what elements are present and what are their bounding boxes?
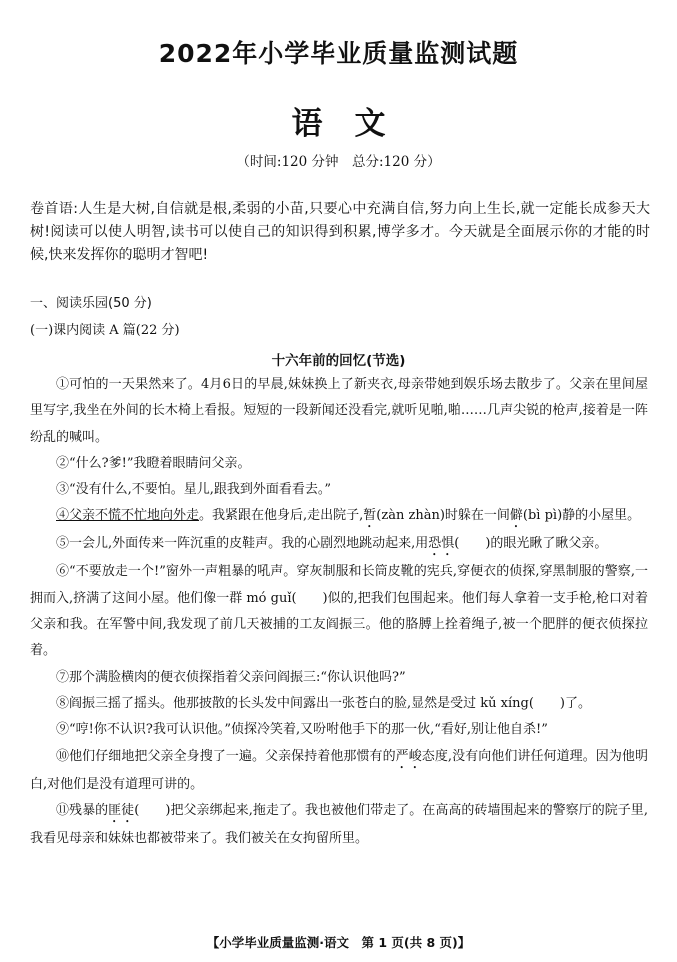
paragraph-8: ⑧阎振三摇了摇头。他那披散的长头发中间露出一张苍白的脸,显然是受过 kǔ xíng( )了。 xyxy=(56,695,591,711)
paragraph-11-text-c: ( )把父亲绑起来,拖走了。我也被他们带走了。在高高的砖墙围起来的警察厅的院子里,我看见母亲和妹妹也都被带来了。我们被关在女拘留所里。 xyxy=(30,802,648,846)
pinyin-choice-zan: (zàn zhàn)时躲在一间 xyxy=(376,508,510,524)
dotted-word-yanjun: 严峻 xyxy=(395,748,422,764)
dotted-word-feitu: 匪徒 xyxy=(108,802,135,818)
underlined-sentence: ④父亲不慌不忙地向外走 xyxy=(56,508,200,524)
paragraph-2: ②“什么?爹!”我瞪着眼睛问父亲。 xyxy=(56,455,251,471)
pinyin-choice-pi: (bì pì)静的小屋里。 xyxy=(522,508,641,524)
paragraph-1: ①可怕的一天果然来了。4月6日的早晨,妹妹换上了新夹衣,母亲带她到娱乐场去散步了。父亲在里间屋里写字,我坐在外间的长木椅上看报。短短的一段新闻还没看完,就听见啪,啪……几声尖锐的枪声,接着是一阵纷乱的喊叫。 xyxy=(30,377,648,445)
paragraph-4-text-a: 。我紧跟在他身后,走出院子, xyxy=(199,508,364,524)
paragraph-4 xyxy=(30,503,648,531)
paragraph-5 xyxy=(30,531,648,559)
paragraph-10 xyxy=(30,744,648,798)
paragraph-10-text-c: 态度,没有向他们讲任何道理。因为他明白,对他们是没有道理可讲的。 xyxy=(30,748,648,792)
paragraph-11-text-a: ⑪残暴的 xyxy=(56,802,109,818)
paragraph-7: ⑦那个满脸横肉的便衣侦探指着父亲问阎振三:“你认识他吗?” xyxy=(56,669,406,685)
page-footer: 【小学毕业质量监测·语文 第 1 页(共 8 页)】 xyxy=(206,935,471,950)
time-score-info: （时间:120 分钟 总分:120 分） xyxy=(236,154,441,170)
paragraph-5-text-c: ( )的眼光瞅了瞅父亲。 xyxy=(454,536,608,552)
article-body xyxy=(30,372,648,852)
paragraph-10-text-a: ⑩他们仔细地把父亲全身搜了一遍。父亲保持着他那惯有的 xyxy=(56,748,396,764)
dotted-char-pi: 僻 xyxy=(509,508,523,524)
subject-heading: 语文 xyxy=(291,106,418,142)
dotted-char-zan: 暂 xyxy=(363,508,377,524)
section-subheading: (一)课内阅读 A 篇(22 分) xyxy=(30,323,180,338)
article-title: 十六年前的回忆(节选) xyxy=(271,353,406,369)
dotted-word-kongju: 恐惧 xyxy=(428,536,455,552)
paragraph-5-text-a: ⑤一会儿,外面传来一阵沉重的皮鞋声。我的心剧烈地跳动起来,用 xyxy=(56,536,429,552)
paragraph-6: ⑥“不要放走一个!”窗外一声粗暴的吼声。穿灰制服和长筒皮靴的宪兵,穿便衣的侦探,穿黑制服的警察,一拥而入,挤满了这间小屋。他们像一群 mó guǐ( )似的,把我们包围起来。他们每人拿着一支手枪,枪口对着父亲和我。在军警中间,我发现了前几天被捕的工友阎振三。他的胳膊上拴着绳子,被一个肥胖的便衣侦探拉着。 xyxy=(30,564,648,659)
paragraph-3: ③“没有什么,不要怕。星儿,跟我到外面看看去。” xyxy=(56,482,332,498)
section-heading: 一、阅读乐园(50 分) xyxy=(30,296,152,311)
exam-title: 2022年小学毕业质量监测试题 xyxy=(158,39,519,68)
paragraph-11 xyxy=(30,798,648,852)
preface-text: 卷首语:人生是大树,自信就是根,柔弱的小苗,只要心中充满自信,努力向上生长,就一定能长成参天大树!阅读可以使人明智,读书可以使自己的知识得到积累,博学多才。今天就是全面展示你的才能的时候,快来发挥你的聪明才智吧! xyxy=(30,201,650,263)
paragraph-9: ⑨“哼!你不认识?我可认识他。”侦探冷笑着,又吩咐他手下的那一伙,“看好,别让他自杀!” xyxy=(56,722,548,738)
